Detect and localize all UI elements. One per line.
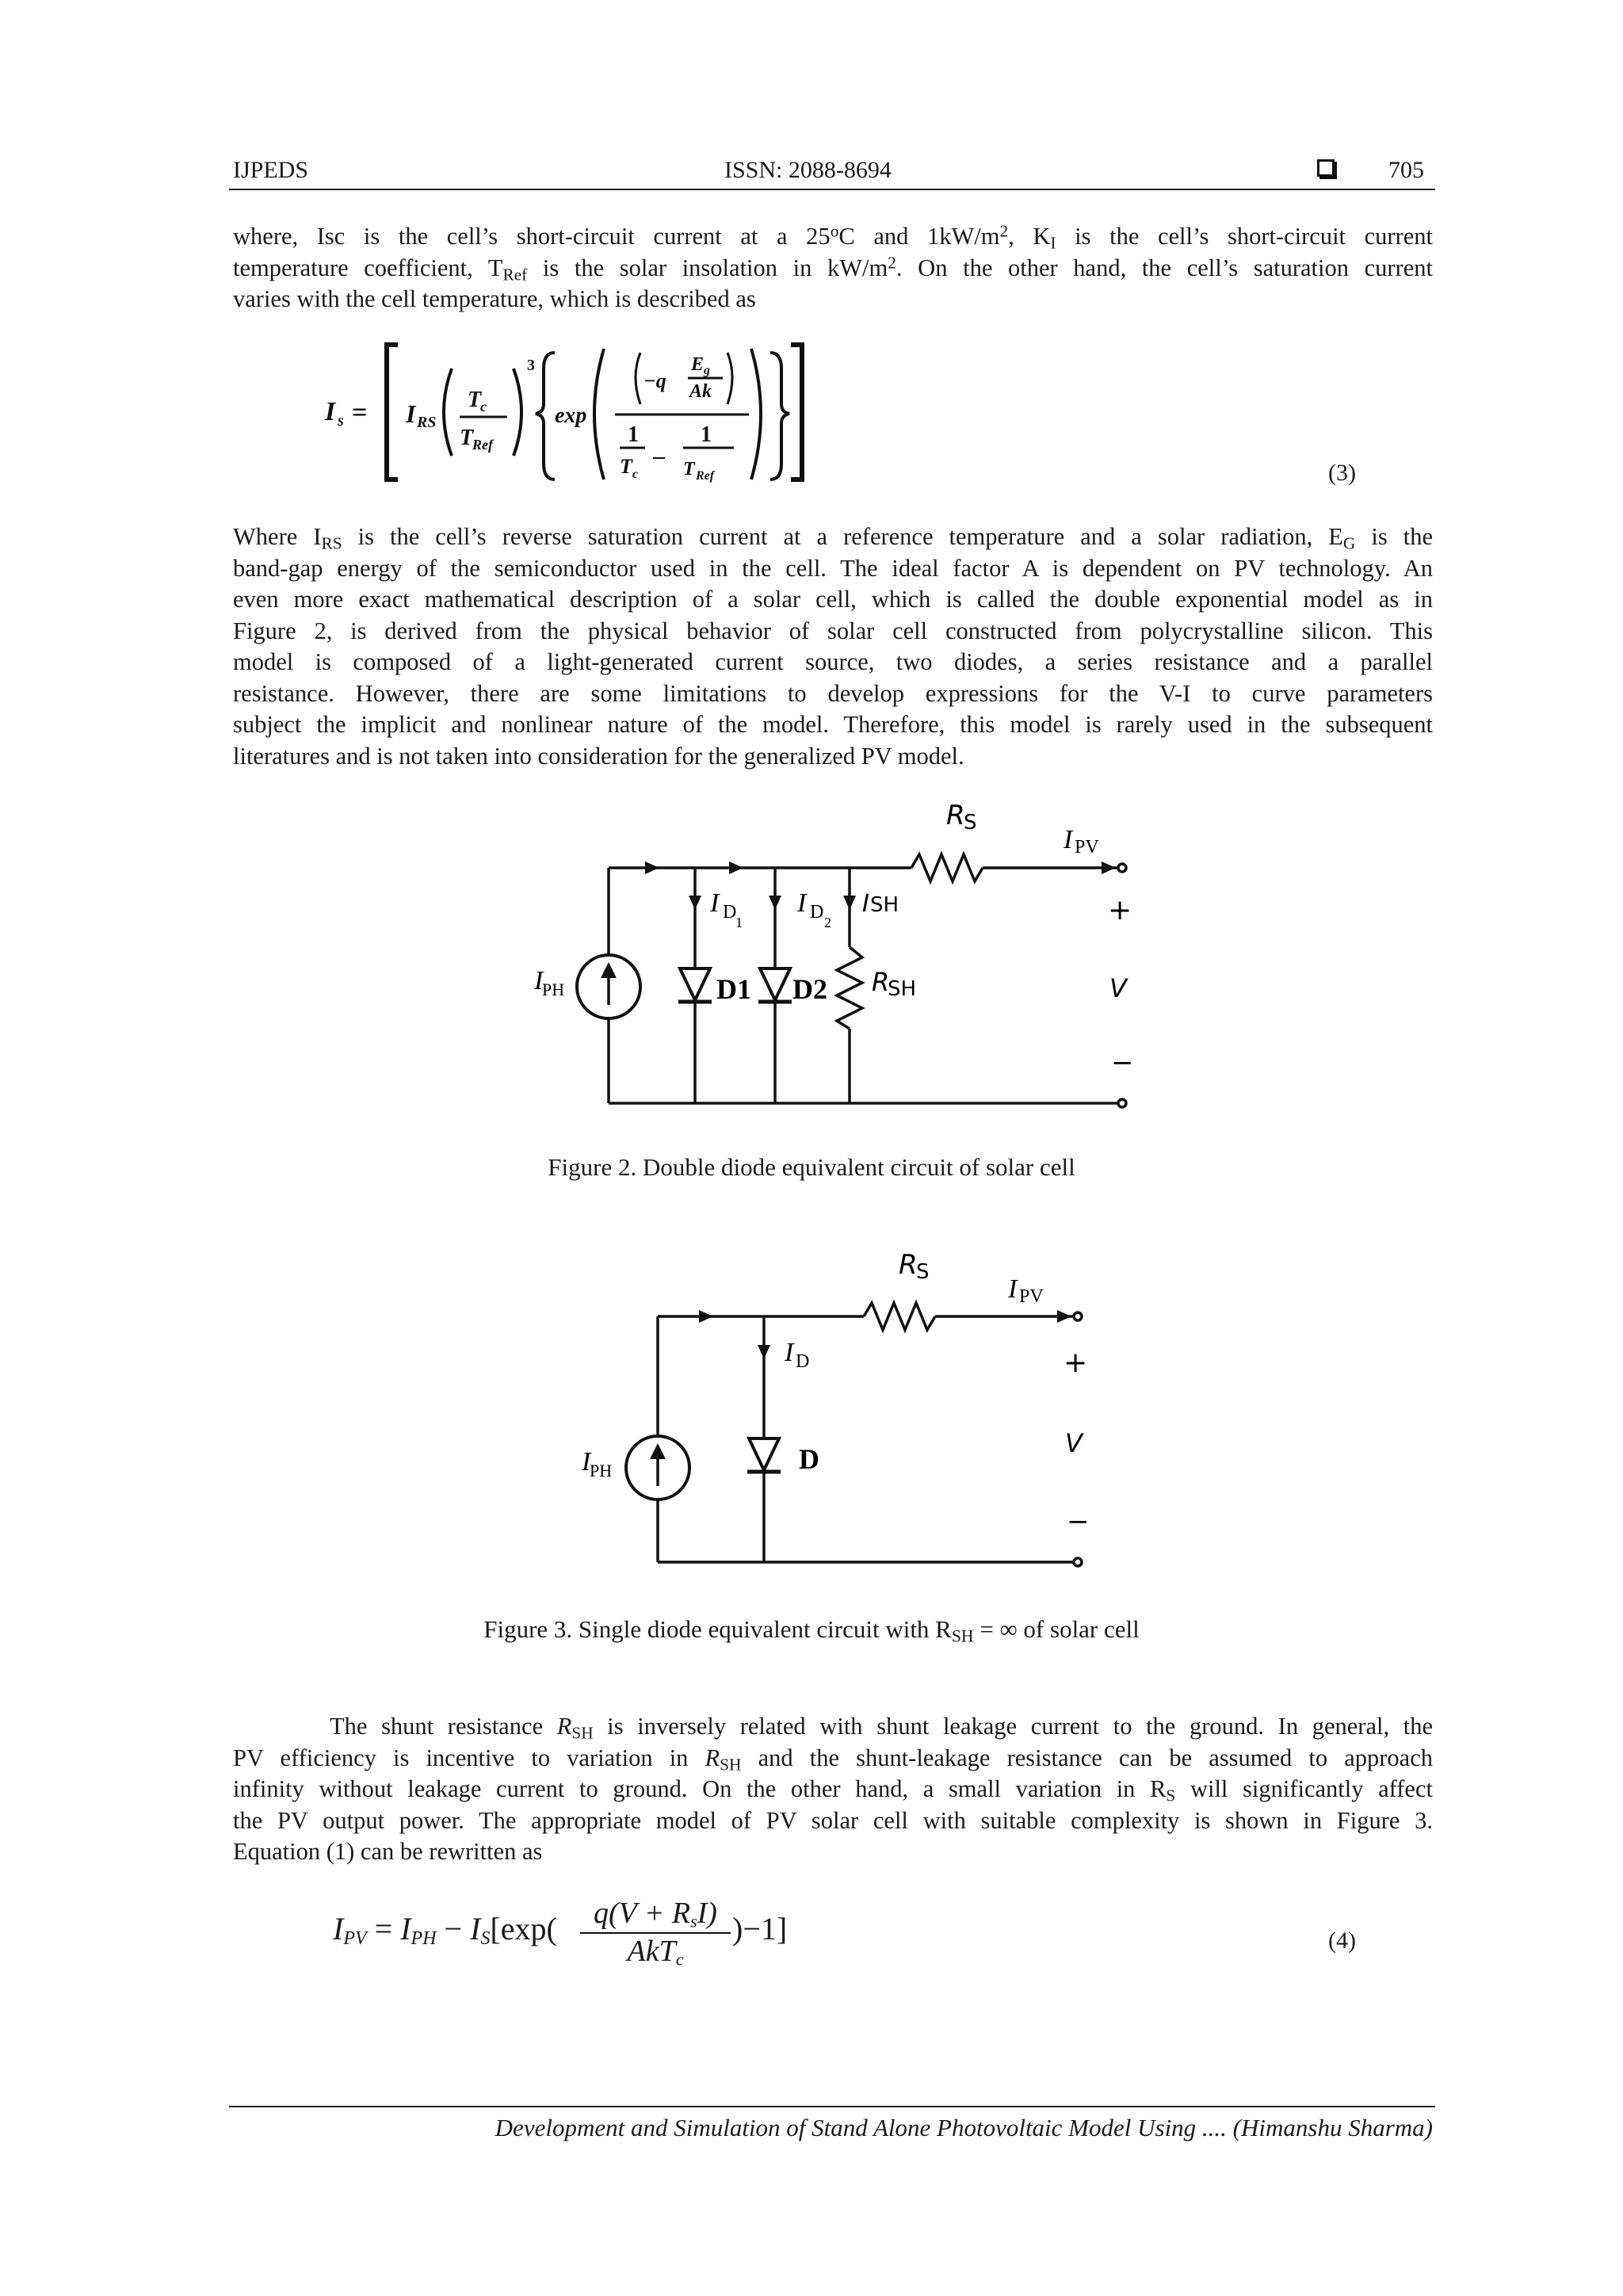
svg-text:D: D — [796, 1351, 810, 1372]
svg-text:SH: SH — [888, 977, 917, 1001]
svg-text:I: I — [862, 890, 869, 918]
journal-name: IJPEDS — [233, 157, 309, 183]
svg-text:g: g — [704, 364, 710, 377]
text-line: Where $I_{RS}$ is the cell’s reverse saturation current at a reference temperature and a solar radiation, $E_G$ is the — [233, 523, 1433, 553]
svg-text:I: I — [785, 1338, 794, 1367]
figure-2-circuit — [507, 793, 1141, 1125]
text-line: PV efficiency is incentive to variation in $R_{SH}$ and the shunt-leakage resistance can be assumed to approach — [233, 1744, 1433, 1774]
figure-3-caption: Figure 3. Single diode equivalent circuit with $R_{SH}$ = ∞ of solar cell — [483, 1615, 1140, 1646]
page-number: 705 — [1388, 157, 1424, 183]
svg-text:c: c — [480, 399, 487, 415]
paragraph-3 — [233, 1711, 1433, 1868]
svg-text:RS: RS — [417, 414, 437, 431]
svg-text:D: D — [810, 902, 824, 923]
svg-text:I: I — [406, 399, 416, 428]
svg-text:T: T — [620, 455, 632, 478]
svg-text:+: + — [1108, 894, 1132, 926]
svg-text:D2: D2 — [792, 973, 827, 1005]
text-line: resistance. However, there are some limitations to develop expressions for the V-I to curve parameters — [233, 679, 1433, 707]
text-line: subject the implicit and nonlinear nature of the model. Therefore, this model is rarely used in the subsequent — [233, 711, 1433, 738]
equation-number-3: (3) — [1328, 460, 1356, 486]
text-line: literatures and is not taken into consideration for the generalized PV model. — [233, 742, 964, 770]
equation-3 — [317, 337, 824, 491]
svg-text:T: T — [683, 459, 695, 479]
text-line: the PV output power. The appropriate model of PV solar cell with suitable complexity is shown in Figure 3. — [233, 1806, 1433, 1834]
svg-text:D1: D1 — [716, 973, 751, 1005]
svg-text:R: R — [899, 1249, 918, 1281]
svg-text:E: E — [691, 354, 705, 375]
footer-rule — [229, 2106, 1435, 2107]
svg-text:D: D — [799, 1443, 819, 1475]
svg-text:−: − — [1111, 1047, 1134, 1079]
svg-text:2: 2 — [824, 915, 831, 930]
text-line: infinity without leakage current to ground. On the other hand, a small variation in $R_S$ will significantly affect — [233, 1775, 1433, 1805]
text-line: Equation (1) can be rewritten as — [233, 1838, 543, 1865]
svg-text:T: T — [468, 388, 482, 412]
svg-text:c: c — [632, 468, 639, 481]
svg-text:Ak: Ak — [689, 381, 712, 402]
svg-text:PH: PH — [542, 980, 565, 999]
svg-text:R: R — [946, 800, 965, 831]
checkbox-icon — [1317, 159, 1335, 177]
svg-text:T: T — [460, 426, 474, 450]
text-line: Figure 2, is derived from the physical behavior of solar cell constructed from polycrystalline silicon. This — [233, 617, 1433, 644]
svg-text:−: − — [1067, 1506, 1090, 1538]
issn: ISSN: 2088-8694 — [724, 157, 892, 183]
svg-text:I: I — [1008, 1274, 1018, 1304]
text-line: where, Isc is the cell’s short-circuit current at a 25$^o$C and $1kW/m^2$, $K_I$ is the cell’s short-circuit current — [233, 221, 1434, 253]
svg-text:=: = — [352, 398, 368, 427]
svg-text:R: R — [872, 967, 890, 997]
figure-3-circuit — [555, 1248, 1109, 1581]
svg-text:Ref: Ref — [696, 469, 715, 483]
svg-text:Ref: Ref — [472, 437, 493, 453]
svg-text:1: 1 — [628, 422, 639, 447]
svg-text:1: 1 — [701, 422, 712, 447]
svg-text:I: I — [582, 1447, 591, 1477]
paragraph-2 — [233, 521, 1433, 772]
svg-text:s: s — [338, 412, 344, 430]
equation-4: $I_{PV} = I_{PH} - I_S[\exp$( — [333, 1911, 557, 1949]
svg-text:I: I — [710, 888, 720, 918]
svg-text:−q: −q — [643, 369, 666, 392]
text-line: even more exact mathematical description of a solar cell, which is called the double exponential model as in — [233, 586, 1433, 613]
text-line: band-gap energy of the semiconductor used in the cell. The ideal factor A is dependent on PV technology. An — [233, 554, 1433, 582]
svg-text:SH: SH — [870, 893, 899, 917]
svg-text:I: I — [534, 966, 544, 995]
figure-2-caption: Figure 2. Double diode equivalent circuit of solar cell — [548, 1153, 1075, 1181]
equation-4-fraction: $q(V + R_sI)$ AkT$_c$ — [580, 1896, 731, 1969]
running-footer: Development and Simulation of Stand Alone Photovoltaic Model Using .... (Himanshu Sharma) — [495, 2114, 1433, 2141]
header-rule — [229, 189, 1435, 190]
svg-text:PV: PV — [1019, 1286, 1044, 1307]
svg-text:–: – — [653, 443, 665, 469]
text-line: The shunt resistance $R_{SH}$ is inversely related with shunt leakage current to the ground. In general, the — [330, 1713, 1433, 1743]
equation-number-4: (4) — [1328, 1927, 1356, 1954]
svg-text:exp: exp — [555, 403, 587, 428]
svg-text:V: V — [1065, 1428, 1083, 1458]
text-line: temperature coefficient, $T_{Ref}$ is the solar insolation in $kW/m^2$. On the other hand, the cell’s saturation current — [233, 252, 1433, 284]
svg-text:PV: PV — [1075, 837, 1099, 858]
svg-text:V: V — [1109, 973, 1127, 1003]
text-line: varies with the cell temperature, which is described as — [233, 285, 756, 312]
svg-text:S: S — [916, 1260, 930, 1284]
paragraph-1 — [233, 221, 1433, 315]
svg-text:3: 3 — [527, 357, 535, 374]
svg-text:I: I — [325, 397, 336, 426]
text-line: model is composed of a light-generated current source, two diodes, a series resistance and a parallel — [233, 648, 1433, 675]
equation-4-tail: )−1] — [732, 1911, 788, 1946]
svg-text:PH: PH — [590, 1461, 613, 1480]
svg-text:D: D — [723, 902, 737, 923]
svg-text:I: I — [797, 888, 807, 918]
svg-text:I: I — [1064, 825, 1073, 854]
svg-text:1: 1 — [735, 915, 743, 930]
svg-text:+: + — [1064, 1347, 1088, 1379]
svg-text:S: S — [964, 811, 977, 835]
